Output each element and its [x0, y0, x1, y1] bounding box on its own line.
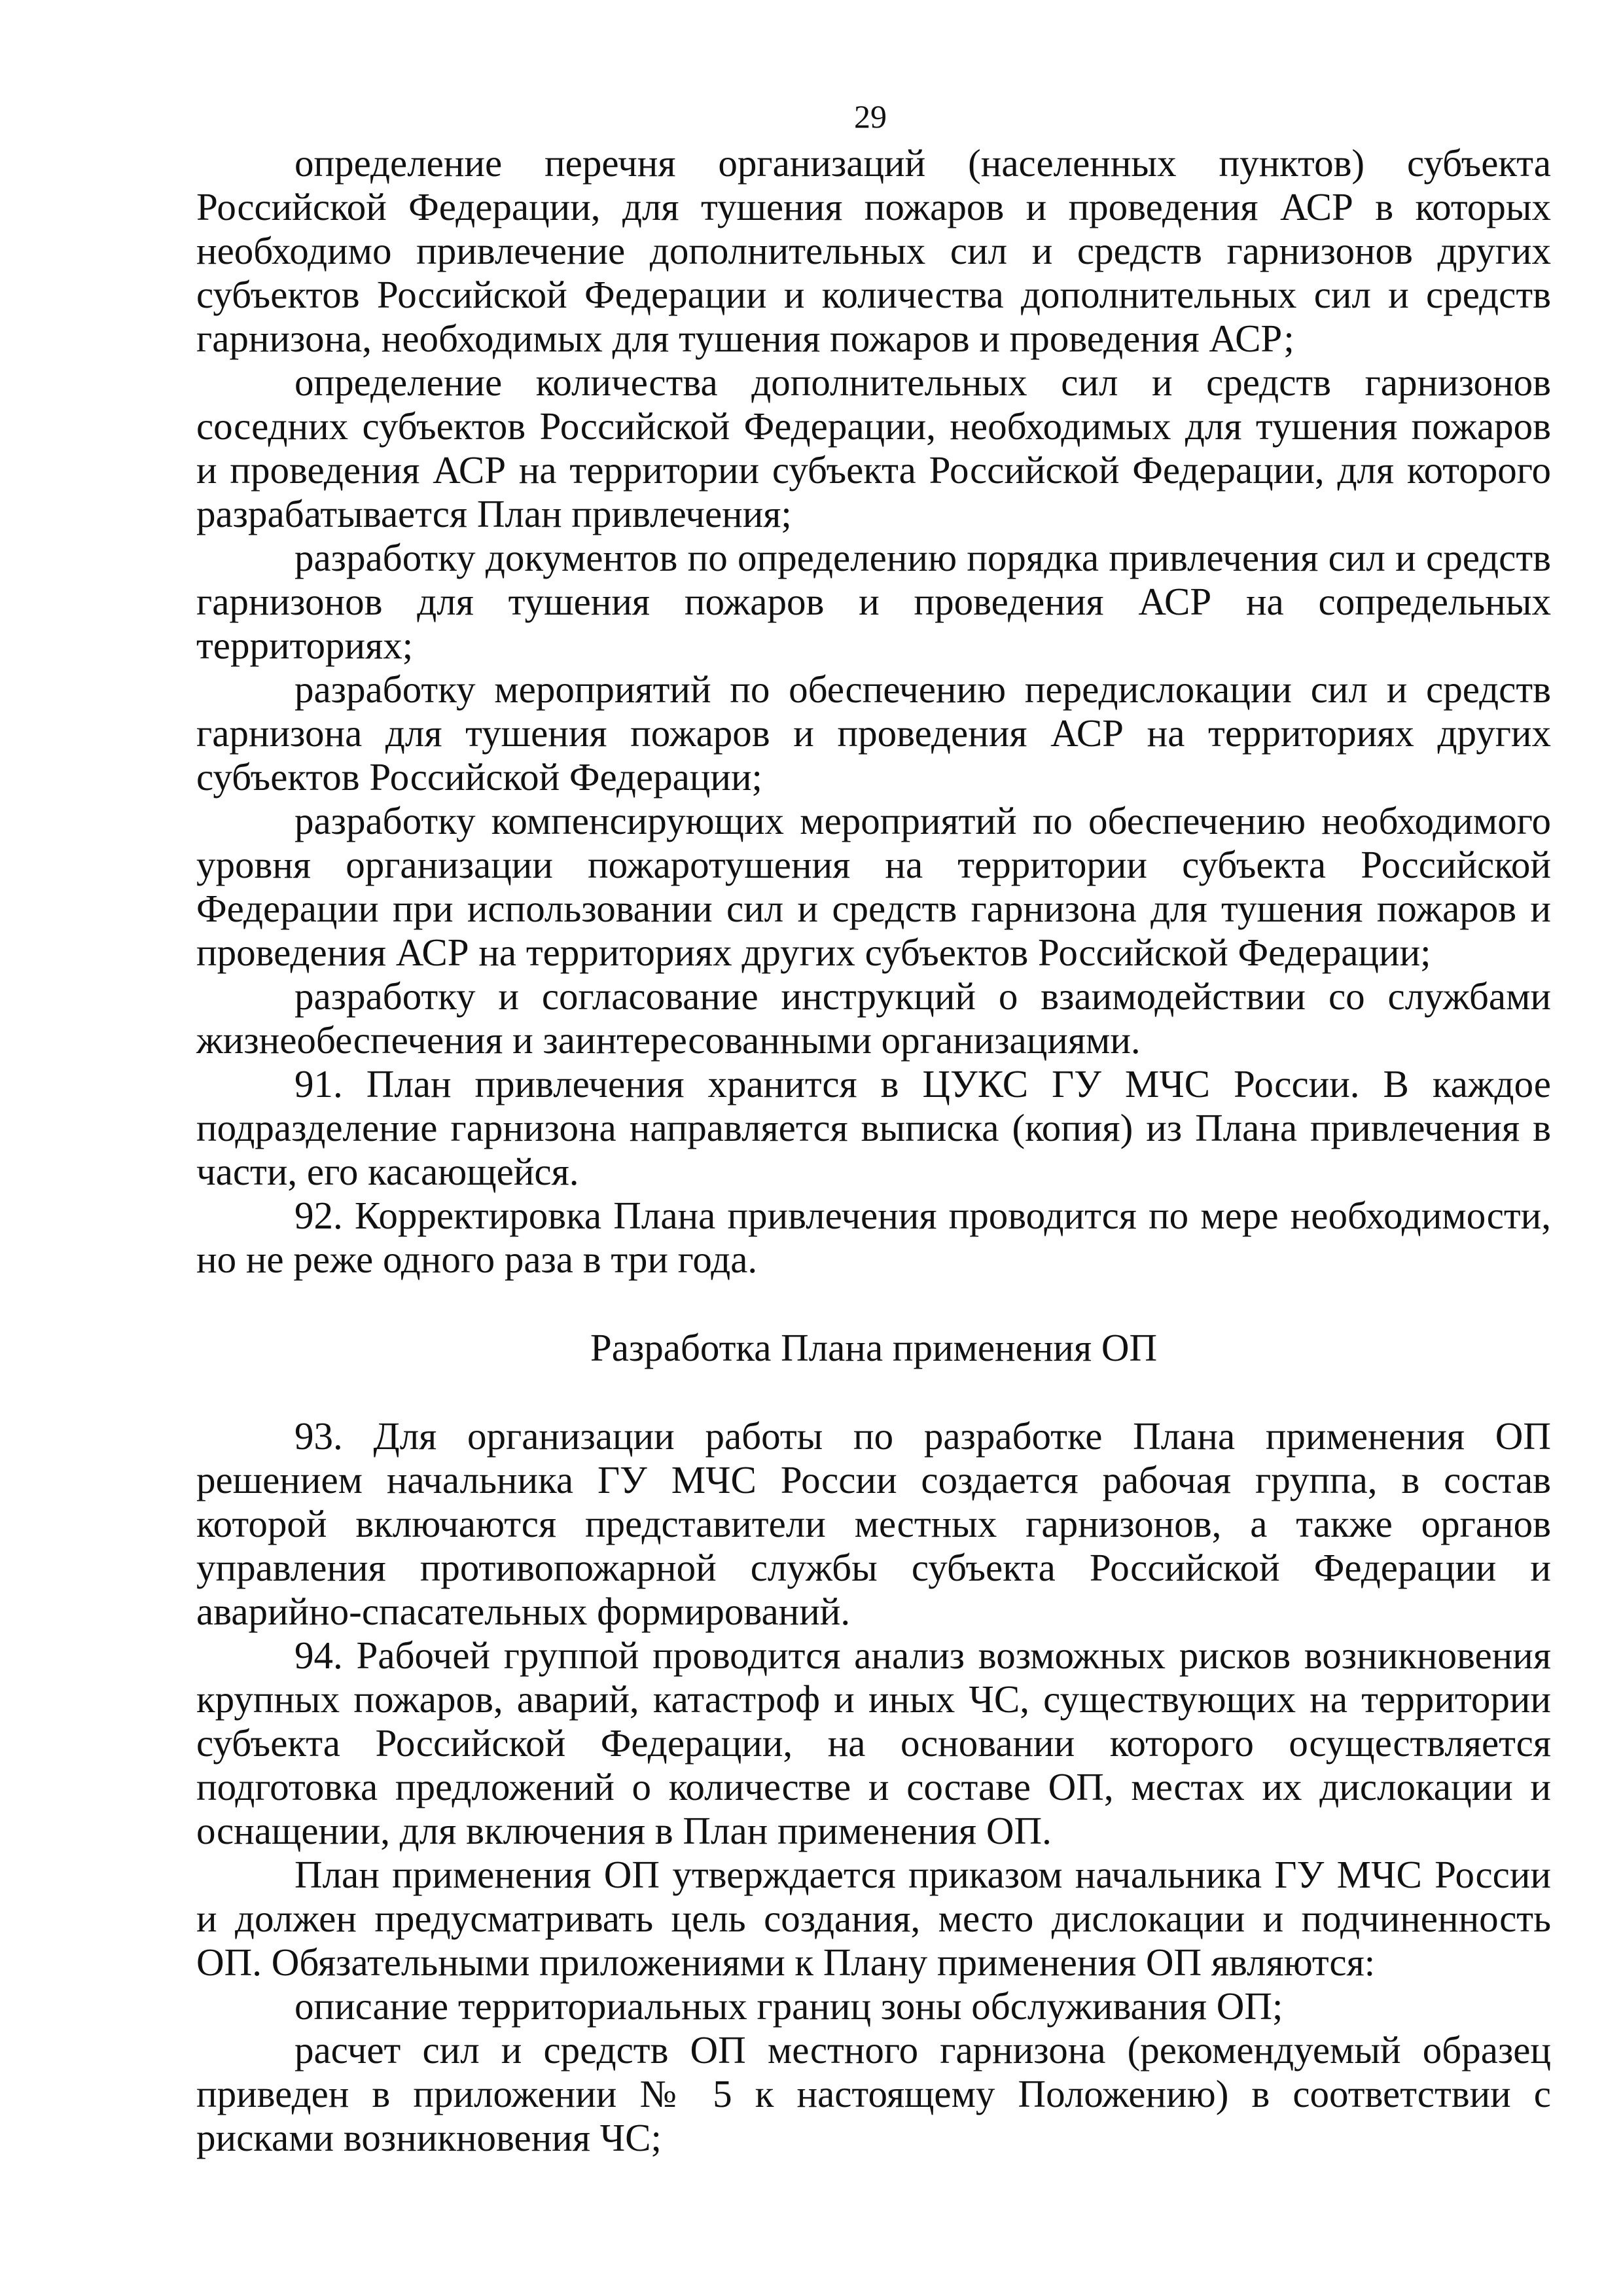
paragraph-forces-calculation: расчет сил и средств ОП местного гарнизона (рекомендуемый образец приведен в приложении № 5 к настоящему Положению) в соответствии с рисками возникновения ЧС; [196, 2028, 1551, 2159]
paragraph-92: 92. Корректировка Плана привлечения проводится по мере необходимости, но не реже одного раза в три года. [196, 1194, 1551, 1281]
paragraph-redeployment-measures: разработку мероприятий по обеспечению передислокации сил и средств гарнизона для тушения пожаров и проведения АСР на территориях других субъектов Российской Федерации; [196, 668, 1551, 798]
paragraph-plan-approval: План применения ОП утверждается приказом начальника ГУ МЧС России и должен предусматривать цель создания, место дислокации и подчиненность ОП. Обязательными приложениями к Плану применения ОП являются: [196, 1853, 1551, 1984]
section-heading: Разработка Плана применения ОП [590, 1326, 1158, 1369]
paragraph-compensating-measures: разработку компенсирующих мероприятий по обеспечению необходимого уровня организации пожаротушения на территории субъекта Российской Федерации при использовании сил и средств гарнизона для тушения пожаров и проведения АСР на территориях других субъектов Российской Федерации; [196, 799, 1551, 974]
paragraph-91: 91. План привлечения хранится в ЦУКС ГУ МЧС России. В каждое подразделение гарнизона направляется выписка (копия) из Плана привлечения в части, его касающейся. [196, 1062, 1551, 1193]
paragraph-boundary-description: описание территориальных границ зоны обслуживания ОП; [294, 1984, 1283, 2028]
paragraph-documents-development: разработку документов по определению порядка привлечения сил и средств гарнизонов для тушения пожаров и проведения АСР на сопредельных территориях; [196, 536, 1551, 667]
paragraph-definition-additional-forces: определение количества дополнительных сил и средств гарнизонов соседних субъектов Российской Федерации, необходимых для тушения пожаров и проведения АСР на территории субъекта Российской Федерации, для которого разрабатывается План привлечения; [196, 361, 1551, 535]
paragraph-93: 93. Для организации работы по разработке Плана применения ОП решением начальника ГУ МЧС России создается рабочая группа, в состав которой включаются представители местных гарнизонов, а также органов управления противопожарной службы субъекта Российской Федерации и аварийно-спасательных формирований. [196, 1414, 1551, 1633]
document-body [196, 141, 1551, 2160]
paragraph-94: 94. Рабочей группой проводится анализ возможных рисков возникновения крупных пожаров, аварий, катастроф и иных ЧС, существующих на территории субъекта Российской Федерации, на основании которого осуществляется подготовка предложений о количестве и составе ОП, местах их дислокации и оснащении, для включения в План применения ОП. [196, 1634, 1551, 1852]
paragraph-definition-organizations: определение перечня организаций (населенных пунктов) субъекта Российской Федерации, для тушения пожаров и проведения АСР в которых необходимо привлечение дополнительных сил и средств гарнизонов других субъектов Российской Федерации и количества дополнительных сил и средств гарнизона, необходимых для тушения пожаров и проведения АСР; [196, 141, 1551, 360]
page-number: 29 [854, 98, 887, 135]
paragraph-interaction-instructions: разработку и согласование инструкций о взаимодействии со службами жизнеобеспечения и заинтересованными организациями. [196, 975, 1551, 1062]
